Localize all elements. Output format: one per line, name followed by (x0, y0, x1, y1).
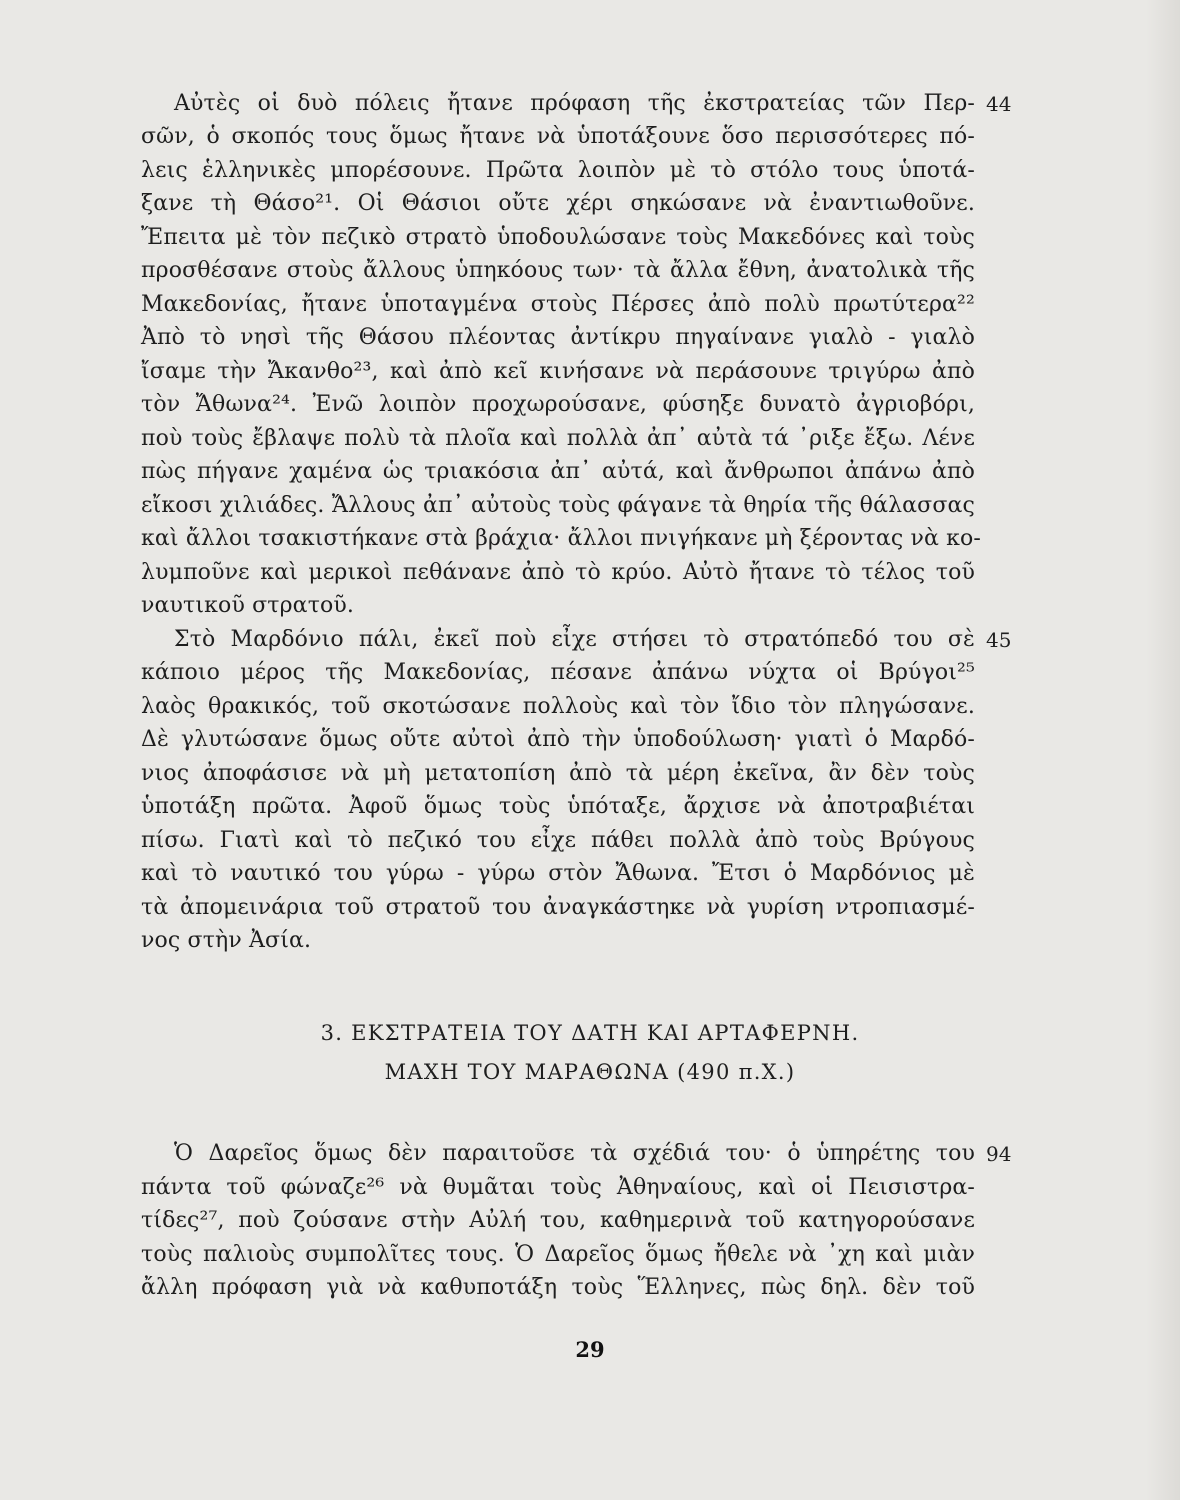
closing-line-2: πάντα τοῦ φώναζε²⁶ νὰ θυμᾶται τοὺς Ἀθηναίους, καὶ οἱ Πεισιστρα- (141, 1175, 975, 1200)
body-line-17: Στὸ Μαρδόνιο πάλι, ἐκεῖ ποὺ εἶχε στήσει τὸ στρατόπεδό του σὲ (174, 627, 975, 652)
body-line-10: τὸν Ἄθωνα²⁴. Ἐνῶ λοιπὸν προχωρούσανε, φύσηξε δυνατὸ ἀγριοβόρι, (141, 392, 975, 417)
body-line-13: εἴκοσι χιλιάδες. Ἄλλους ἀπ᾽ αὐτοὺς τοὺς φάγανε τὰ θηρία τῆς θάλασσας (141, 493, 975, 518)
body-line-3: λεις ἑλληνικὲς μπορέσουνε. Πρῶτα λοιπὸν μὲ τὸ στόλο τους ὑποτά- (141, 158, 975, 183)
closing-line-5: ἄλλη πρόφαση γιὰ νὰ καθυποτάξη τοὺς Ἕλληνες, πὼς δηλ. δὲν τοῦ (141, 1275, 975, 1300)
body-line-9: ἴσαμε τὴν Ἄκανθο²³, καὶ ἀπὸ κεῖ κινήσανε νὰ περάσουνε τριγύρω ἀπὸ (141, 359, 975, 384)
body-line-12: πὼς πήγανε χαμένα ὡς τριακόσια ἀπ᾽ αὐτά, καὶ ἄνθρωποι ἀπάνω ἀπὸ (141, 459, 975, 484)
body-line-24: καὶ τὸ ναυτικό του γύρω - γύρω στὸν Ἄθωνα. Ἔτσι ὁ Μαρδόνιος μὲ (141, 861, 975, 886)
body-line-18: κάποιο μέρος τῆς Μακεδονίας, πέσανε ἀπάνω νύχτα οἱ Βρύγοι²⁵ (141, 660, 975, 685)
body-line-11: ποὺ τοὺς ἔβλαψε πολὺ τὰ πλοῖα καὶ πολλὰ ἀπ᾽ αὐτὰ τά ᾽ριξε ἔξω. Λένε (141, 426, 975, 451)
body-line-1: Αὐτὲς οἱ δυὸ πόλεις ἤτανε πρόφαση τῆς ἐκστρατείας τῶν Περ- (174, 91, 975, 116)
body-line-16: ναυτικοῦ στρατοῦ. (141, 593, 355, 618)
page-number: 29 (575, 1337, 605, 1362)
section-heading-line-2: ΜΑΧΗ ΤΟΥ ΜΑΡΑΘΩΝΑ (490 π.Χ.) (384, 1060, 796, 1084)
body-line-23: πίσω. Γιατὶ καὶ τὸ πεζικό του εἶχε πάθει πολλὰ ἀπὸ τοὺς Βρύγους (141, 828, 975, 853)
body-line-14: καὶ ἄλλοι τσακιστήκανε στὰ βράχια· ἄλλοι πνιγήκανε μὴ ξέροντας νὰ κο- (141, 526, 981, 551)
body-line-25: τὰ ἀπομεινάρια τοῦ στρατοῦ του ἀναγκάστηκε νὰ γυρίση ντροπιασμέ- (141, 895, 975, 920)
closing-line-4: τοὺς παλιοὺς συμπολῖτες τους. Ὁ Δαρεῖος ὅμως ἤθελε νὰ ᾽χη καὶ μιὰν (141, 1242, 975, 1267)
margin-number-94: 94 (986, 1142, 1012, 1166)
body-line-19: λαὸς θρακικός, τοῦ σκοτώσανε πολλοὺς καὶ τὸν ἴδιο τὸν πληγώσανε. (141, 694, 975, 719)
body-line-15: λυμποῦνε καὶ μερικοὶ πεθάνανε ἀπὸ τὸ κρύο. Αὐτὸ ἤτανε τὸ τέλος τοῦ (141, 560, 975, 585)
margin-number-45: 45 (986, 628, 1012, 652)
body-line-2: σῶν, ὁ σκοπός τους ὅμως ἤτανε νὰ ὑποτάξουνε ὅσο περισσότερες πό- (141, 124, 975, 149)
margin-number-44: 44 (986, 92, 1012, 116)
page-edge-shadow (1146, 0, 1180, 1500)
body-line-4: ξανε τὴ Θάσο²¹. Οἱ Θάσιοι οὔτε χέρι σηκώσανε νὰ ἐναντιωθοῦνε. (141, 191, 975, 216)
body-line-26: νος στὴν Ἀσία. (141, 928, 312, 953)
closing-line-3: τίδες²⁷, ποὺ ζούσανε στὴν Αὐλή του, καθημερινὰ τοῦ κατηγορούσανε (141, 1208, 975, 1233)
body-line-8: Ἀπὸ τὸ νησὶ τῆς Θάσου πλέοντας ἀντίκρυ πηγαίνανε γιαλὸ - γιαλὸ (141, 325, 975, 350)
body-line-5: Ἔπειτα μὲ τὸν πεζικὸ στρατὸ ὑποδουλώσανε τοὺς Μακεδόνες καὶ τοὺς (141, 225, 975, 250)
body-line-7: Μακεδονίας, ἤτανε ὑποταγμένα στοὺς Πέρσες ἀπὸ πολὺ πρωτύτερα²² (141, 292, 975, 317)
closing-line-1: Ὁ Δαρεῖος ὅμως δὲν παραιτοῦσε τὰ σχέδιά του· ὁ ὑπηρέτης του (174, 1141, 975, 1166)
body-line-20: Δὲ γλυτώσανε ὅμως οὔτε αὐτοὶ ἀπὸ τὴν ὑποδούλωση· γιατὶ ὁ Μαρδό- (141, 727, 975, 752)
body-line-6: προσθέσανε στοὺς ἄλλους ὑπηκόους των· τὰ ἄλλα ἔθνη, ἀνατολικὰ τῆς (141, 258, 975, 283)
body-line-22: ὑποτάξη πρῶτα. Ἀφοῦ ὅμως τοὺς ὑπόταξε, ἄρχισε νὰ ἀποτραβιέται (141, 794, 975, 819)
section-heading-line-1: 3. ΕΚΣΤΡΑΤΕΙΑ ΤΟΥ ΔΑΤΗ ΚΑΙ ΑΡΤΑΦΕΡΝΗ. (320, 1021, 860, 1045)
body-line-21: νιος ἀποφάσισε νὰ μὴ μετατοπίση ἀπὸ τὰ μέρη ἐκεῖνα, ἂν δὲν τοὺς (141, 761, 975, 786)
